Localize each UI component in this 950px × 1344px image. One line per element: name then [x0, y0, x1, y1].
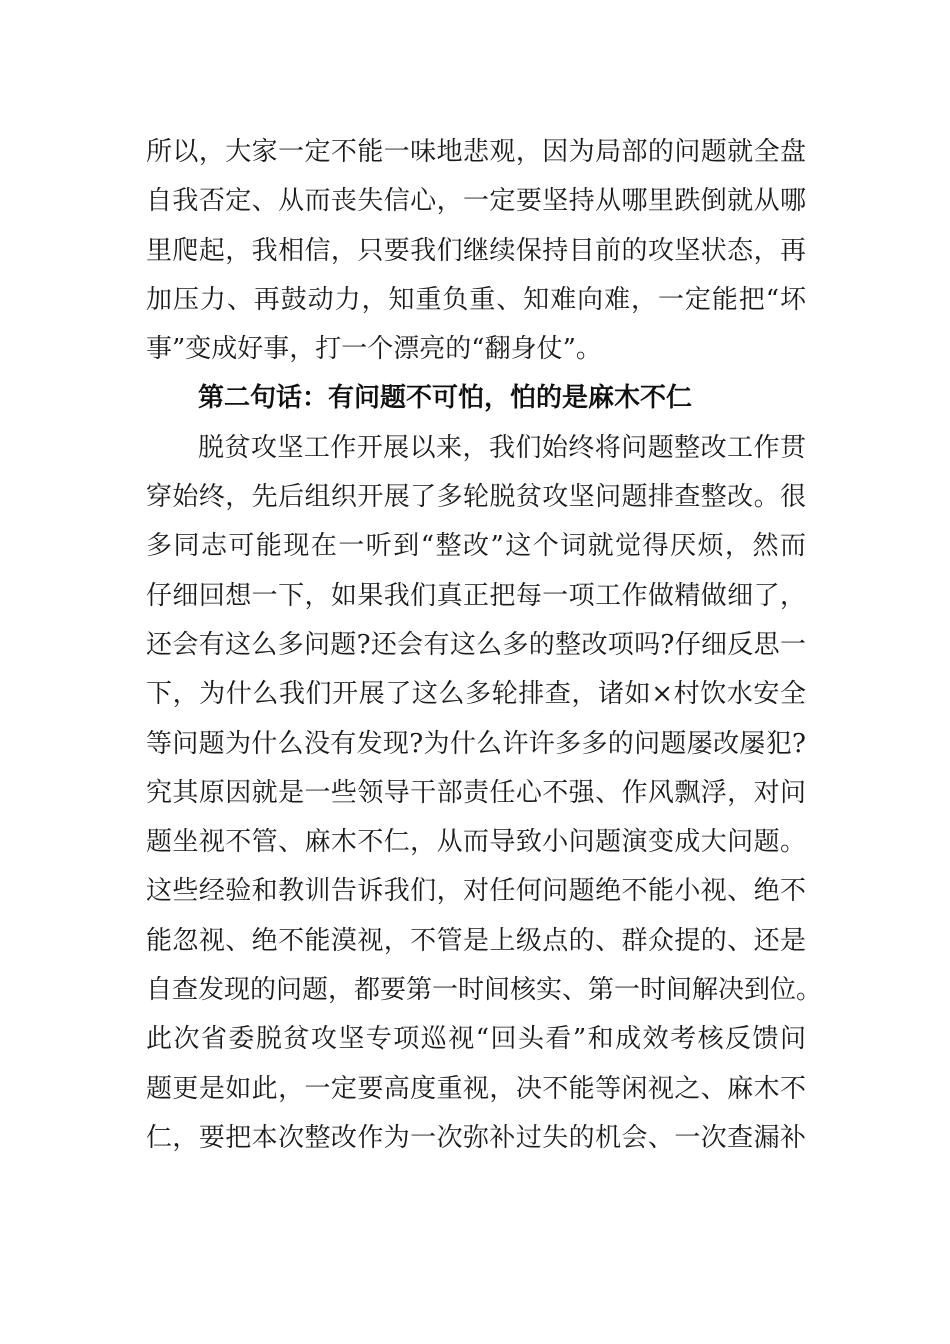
paragraph-line: 脱贫攻坚工作开展以来，我们始终将问题整改工作贯 [198, 432, 806, 463]
document-body [146, 128, 823, 1163]
paragraph-line: 自查发现的问题，都要第一时间核实、第一时间解决到位。 [146, 975, 823, 1006]
paragraph-line: 究其原因就是一些领导干部责任心不强、作风飘浮，对问 [146, 777, 806, 808]
paragraph-line: 题更是如此，一定要高度重视，决不能等闲视之、麻木不 [146, 1073, 806, 1104]
paragraph-line: 题坐视不管、麻木不仁，从而导致小问题演变成大问题。 [146, 827, 806, 858]
paragraph-line: 这些经验和教训告诉我们，对任何问题绝不能小视、绝不 [146, 876, 806, 907]
paragraph-line: 此次省委脱贫攻坚专项巡视“回头看”和成效考核反馈问 [146, 1024, 806, 1055]
paragraph-line: 等问题为什么没有发现?为什么许许多多的问题屡改屡犯? [146, 728, 806, 759]
paragraph-line: 能忽视、绝不能漠视，不管是上级点的、群众提的、还是 [146, 925, 806, 956]
paragraph-line: 多同志可能现在一听到“整改”这个词就觉得厌烦，然而 [146, 531, 806, 562]
paragraph-line: 仁，要把本次整改作为一次弥补过失的机会、一次查漏补 [146, 1122, 806, 1153]
paragraph-line: 事”变成好事，打一个漂亮的“翻身仗”。 [146, 334, 602, 365]
paragraph-line: 里爬起，我相信，只要我们继续保持目前的攻坚状态，再 [146, 235, 806, 266]
section-heading: 第二句话：有问题不可怕，怕的是麻木不仁 [198, 383, 693, 414]
paragraph-line: 仔细回想一下，如果我们真正把每一项工作做精做细了， [146, 580, 806, 611]
paragraph-line: 下，为什么我们开展了这么多轮排查，诸如×村饮水安全 [146, 679, 806, 710]
paragraph-line: 还会有这么多问题?还会有这么多的整改项吗?仔细反思一 [146, 629, 806, 660]
paragraph-line: 穿始终，先后组织开展了多轮脱贫攻坚问题排查整改。很 [146, 482, 806, 513]
paragraph-line: 自我否定、从而丧失信心，一定要坚持从哪里跌倒就从哪 [146, 186, 806, 217]
paragraph-line: 加压力、再鼓动力，知重负重、知难向难，一定能把“坏 [146, 284, 806, 315]
paragraph-line: 所以，大家一定不能一味地悲观，因为局部的问题就全盘 [146, 137, 806, 167]
